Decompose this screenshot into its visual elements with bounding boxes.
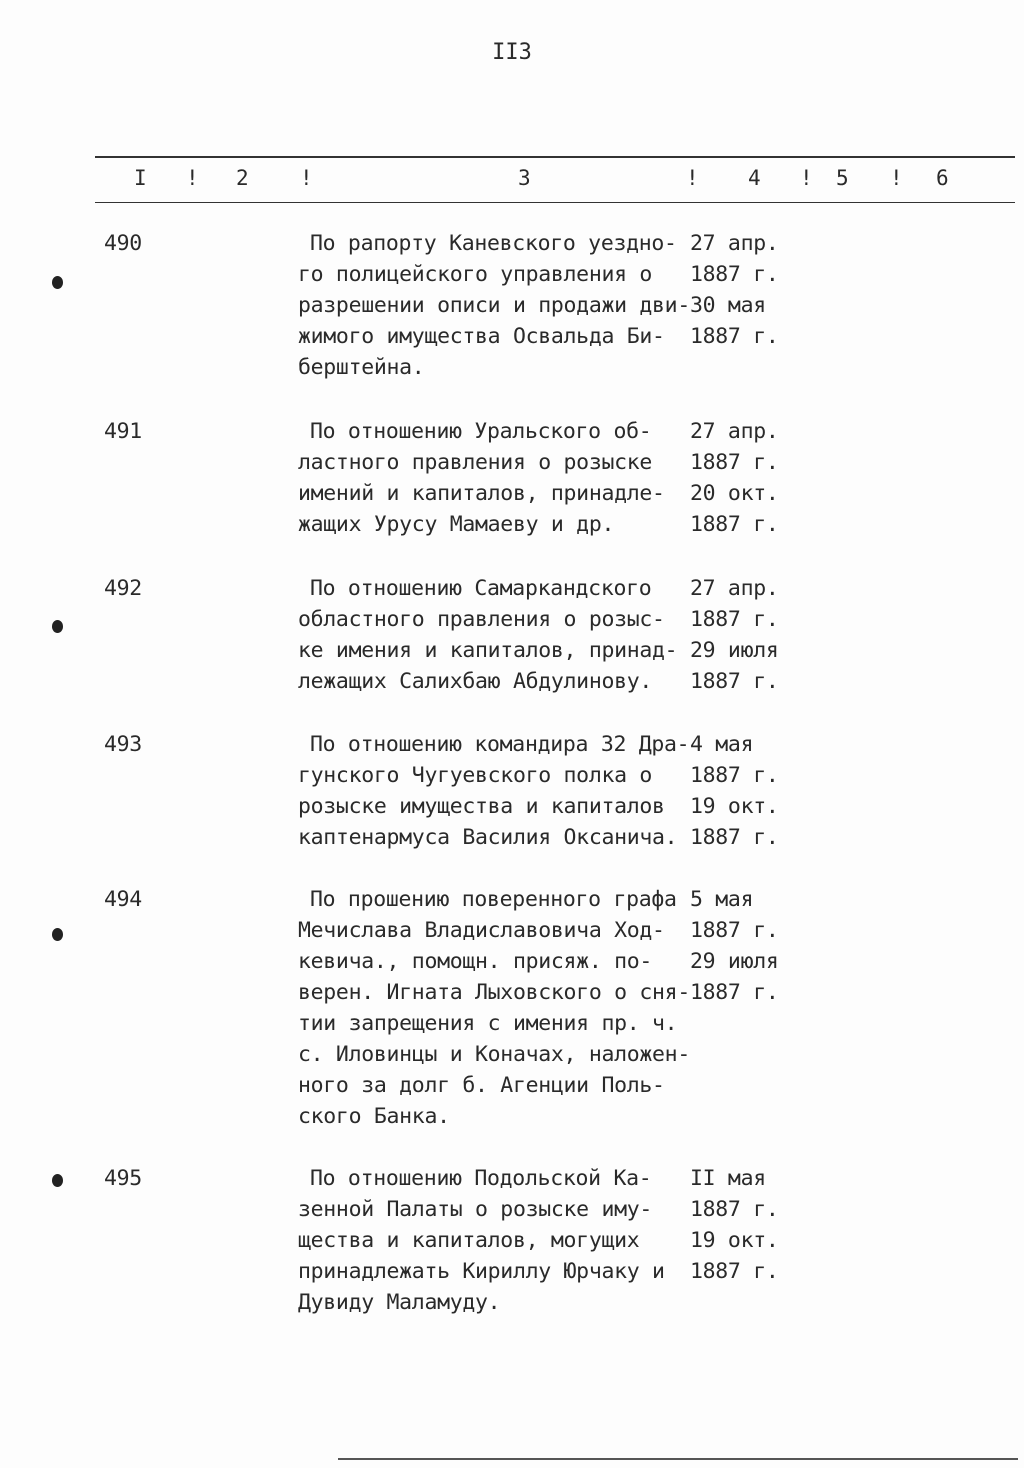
date-line: 1887 г. bbox=[690, 262, 779, 287]
date-line: 1887 г. bbox=[690, 607, 779, 632]
entry-dates bbox=[690, 228, 779, 352]
description-line: Мечислава Владиславовича Ход- bbox=[298, 918, 665, 943]
entry-dates bbox=[690, 1163, 779, 1287]
entry-number: 492 bbox=[104, 576, 142, 601]
description-line: каптенармуса Василия Оксанича. bbox=[298, 825, 678, 850]
entry-dates bbox=[690, 416, 779, 540]
bottom-rule bbox=[338, 1458, 1018, 1460]
date-line: 1887 г. bbox=[690, 980, 779, 1005]
entry-dates bbox=[690, 884, 779, 1008]
punch-hole-mark bbox=[52, 620, 63, 633]
date-line: 4 мая bbox=[690, 732, 754, 757]
description-line: По прошению поверенного графа bbox=[310, 887, 677, 912]
date-line: 1887 г. bbox=[690, 669, 779, 694]
col-header-5: 5 bbox=[836, 166, 849, 190]
description-line: Дувиду Маламуду. bbox=[298, 1290, 501, 1315]
entry-number: 491 bbox=[104, 419, 142, 444]
date-line: 29 июля bbox=[690, 638, 779, 663]
col-header-3: 3 bbox=[518, 166, 531, 190]
date-line: 19 окт. bbox=[690, 794, 779, 819]
entry-number: 490 bbox=[104, 231, 142, 256]
date-line: 1887 г. bbox=[690, 763, 779, 788]
description-line: гунского Чугуевского полка о bbox=[298, 763, 653, 788]
date-line: 1887 г. bbox=[690, 512, 779, 537]
description-line: По отношению Подольской Ка- bbox=[310, 1166, 652, 1191]
date-line: 1887 г. bbox=[690, 450, 779, 475]
punch-hole-mark bbox=[52, 1174, 63, 1187]
description-line: го полицейского управления о bbox=[298, 262, 653, 287]
description-line: По отношению командира 32 Дра- bbox=[310, 732, 690, 757]
description-line: жащих Урусу Мамаеву и др. bbox=[298, 512, 615, 537]
description-line: имений и капиталов, принадле- bbox=[298, 481, 665, 506]
date-line: 1887 г. bbox=[690, 324, 779, 349]
entry-description bbox=[298, 573, 677, 697]
date-line: 29 июля bbox=[690, 949, 779, 974]
date-line: 1887 г. bbox=[690, 1197, 779, 1222]
description-line: По рапорту Каневского уездно- bbox=[310, 231, 677, 256]
date-line: II мая bbox=[690, 1166, 766, 1191]
date-line: 19 окт. bbox=[690, 1228, 779, 1253]
punch-hole-mark bbox=[52, 276, 63, 289]
col-separator: ! bbox=[800, 166, 813, 190]
date-line: 27 апр. bbox=[690, 231, 779, 256]
page-number: II3 bbox=[492, 40, 532, 65]
punch-hole-mark bbox=[52, 928, 63, 941]
date-line: 5 мая bbox=[690, 887, 754, 912]
description-line: тии запрещения с имения пр. ч. bbox=[298, 1011, 678, 1036]
description-line: ластного правления о розыске bbox=[298, 450, 653, 475]
description-line: щества и капиталов, могущих bbox=[298, 1228, 640, 1253]
description-line: берштейна. bbox=[298, 355, 425, 380]
entry-description bbox=[298, 228, 690, 383]
description-line: жимого имущества Освальда Би- bbox=[298, 324, 665, 349]
col-separator: ! bbox=[686, 166, 699, 190]
date-line: 27 апр. bbox=[690, 419, 779, 444]
entry-description bbox=[298, 884, 690, 1132]
description-line: верен. Игната Лыховского о сня- bbox=[298, 980, 690, 1005]
description-line: лежащих Салихбаю Абдулинову. bbox=[298, 669, 653, 694]
col-header-4: 4 bbox=[748, 166, 761, 190]
description-line: принадлежать Кириллу Юрчаку и bbox=[298, 1259, 665, 1284]
description-line: розыске имущества и капиталов bbox=[298, 794, 665, 819]
col-separator: ! bbox=[300, 166, 313, 190]
description-line: зенной Палаты о розыске иму- bbox=[298, 1197, 653, 1222]
description-line: кевича., помощн. присяж. по- bbox=[298, 949, 653, 974]
description-line: ского Банка. bbox=[298, 1104, 450, 1129]
entry-description bbox=[298, 416, 665, 540]
header-bottom-rule bbox=[95, 202, 1015, 203]
description-line: ного за долг б. Агенции Поль- bbox=[298, 1073, 665, 1098]
col-header-6: 6 bbox=[936, 166, 949, 190]
col-separator: ! bbox=[890, 166, 903, 190]
col-separator: ! bbox=[186, 166, 199, 190]
description-line: По отношению Уральского об- bbox=[310, 419, 652, 444]
date-line: 30 мая bbox=[690, 293, 766, 318]
description-line: разрешении описи и продажи дви- bbox=[298, 293, 690, 318]
date-line: 1887 г. bbox=[690, 1259, 779, 1284]
entry-number: 493 bbox=[104, 732, 142, 757]
entry-description bbox=[298, 729, 689, 853]
col-header-1: I bbox=[134, 166, 147, 190]
entry-dates bbox=[690, 573, 779, 697]
col-header-2: 2 bbox=[236, 166, 249, 190]
entry-number: 495 bbox=[104, 1166, 142, 1191]
description-line: областного правления о розыс- bbox=[298, 607, 665, 632]
date-line: 1887 г. bbox=[690, 918, 779, 943]
description-line: с. Иловинцы и Коначах, наложен- bbox=[298, 1042, 690, 1067]
date-line: 1887 г. bbox=[690, 825, 779, 850]
entry-dates bbox=[690, 729, 779, 853]
description-line: ке имения и капиталов, принад- bbox=[298, 638, 678, 663]
entry-description bbox=[298, 1163, 665, 1318]
date-line: 27 апр. bbox=[690, 576, 779, 601]
entry-number: 494 bbox=[104, 887, 142, 912]
description-line: По отношению Самаркандского bbox=[310, 576, 652, 601]
header-top-rule bbox=[95, 156, 1015, 158]
date-line: 20 окт. bbox=[690, 481, 779, 506]
